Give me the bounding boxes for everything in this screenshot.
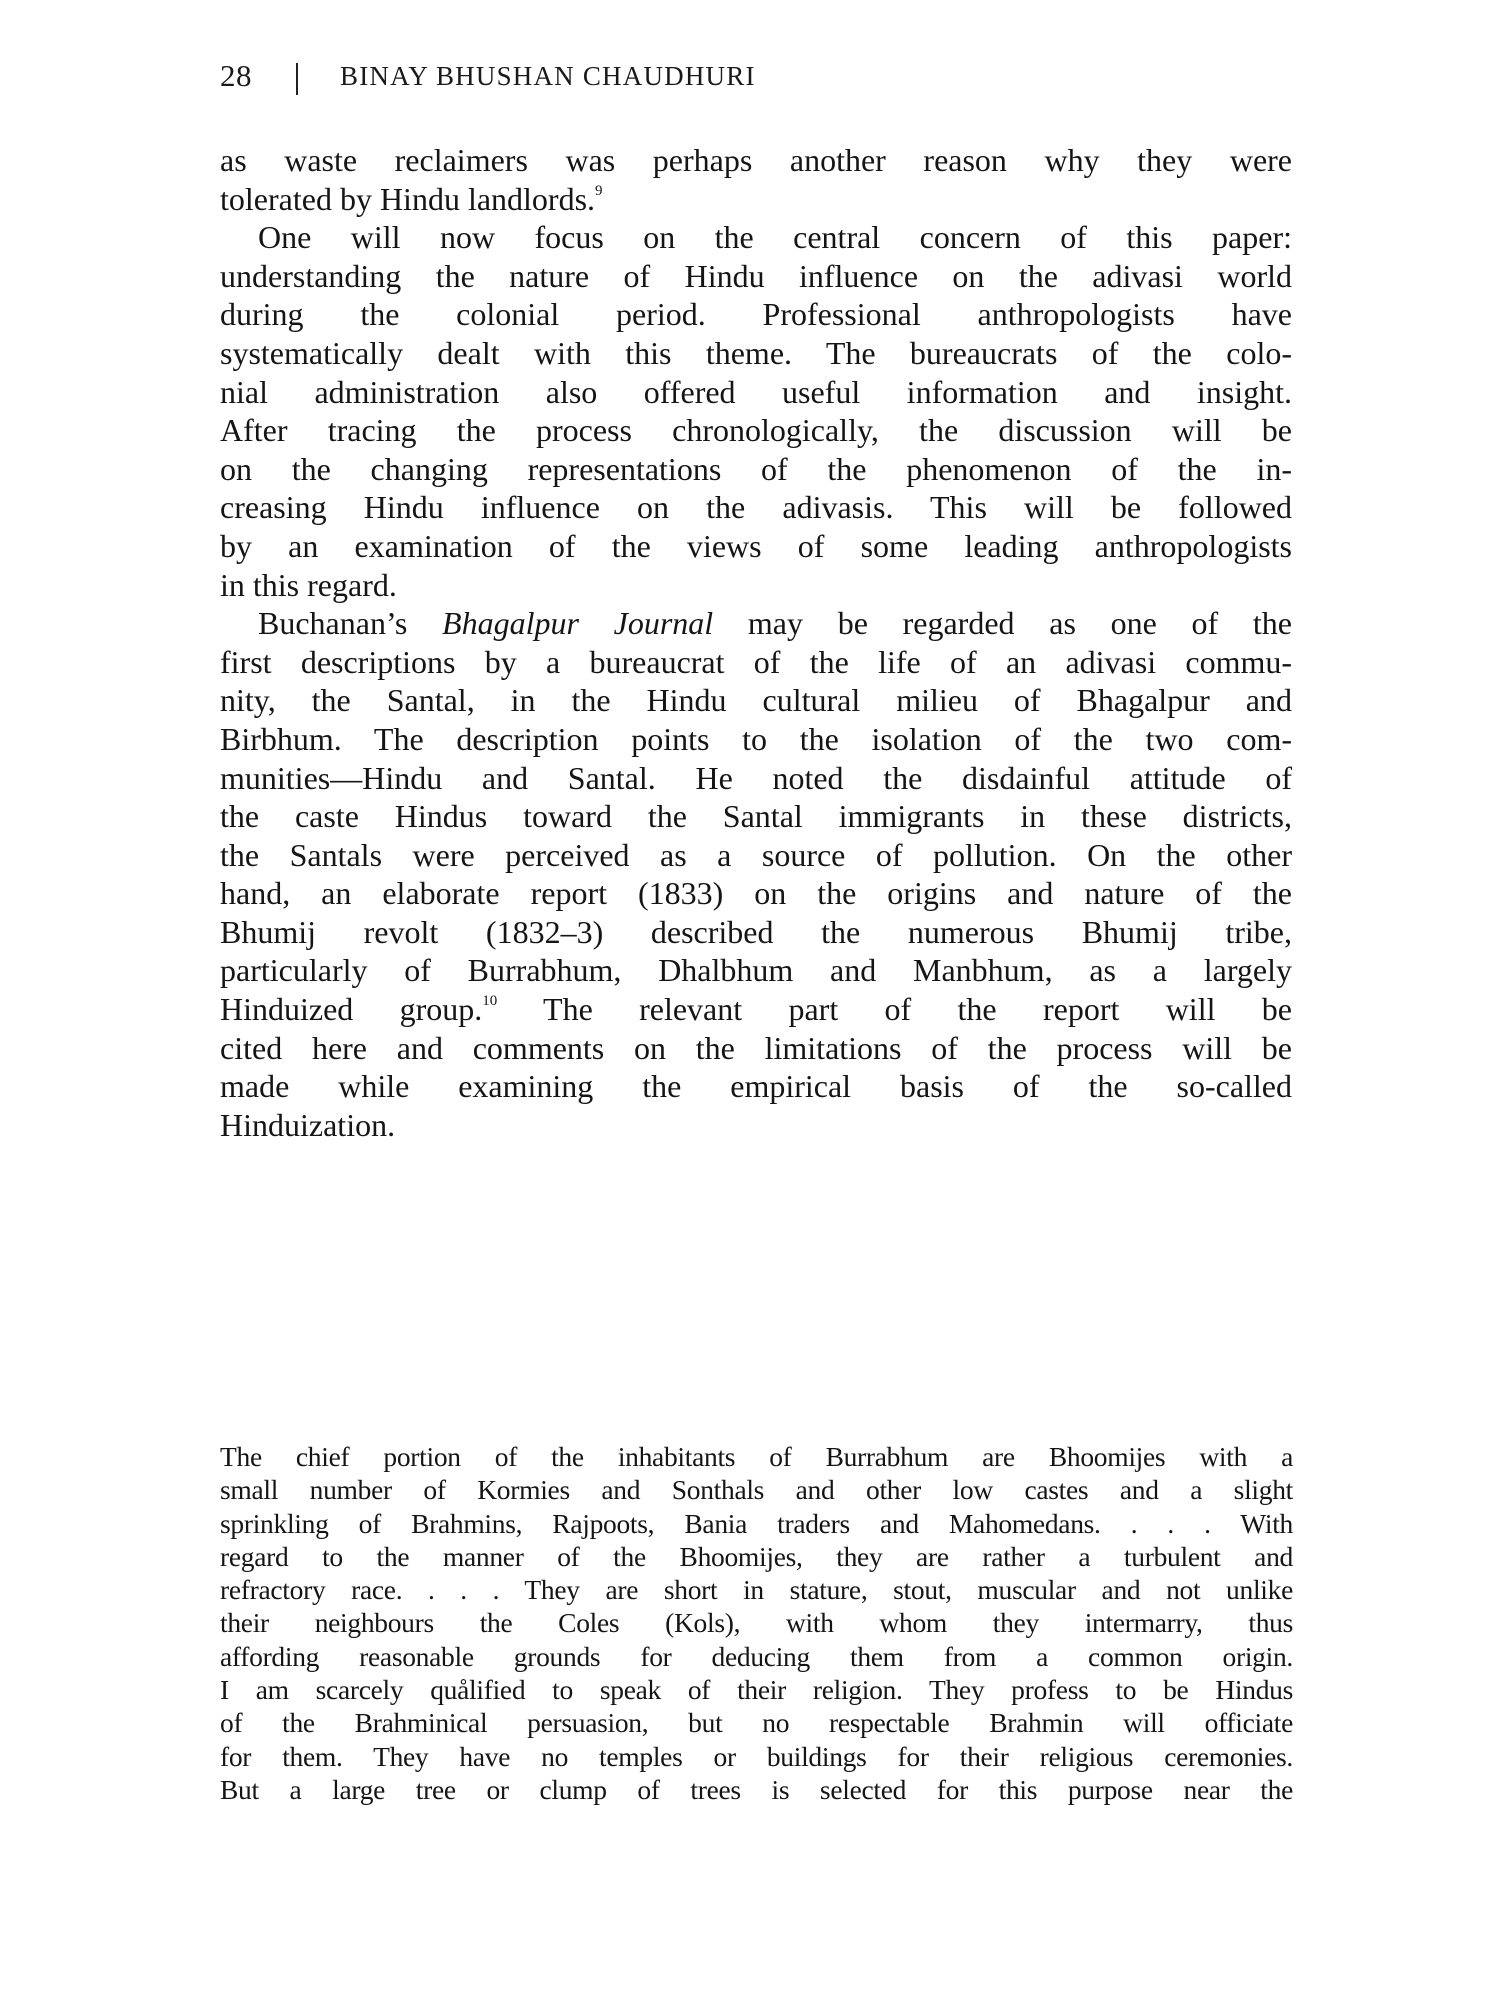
text-line: as waste reclaimers was perhaps another reason why they were bbox=[220, 142, 1292, 178]
text-line: on the changing representations of the phenomenon of the in- bbox=[220, 450, 1292, 487]
text-fragment: may be regarded as one of the bbox=[713, 605, 1293, 642]
quote-line: sprinkling of Brahmins, Rajpoots, Bania traders and Mahomedans. . . . With bbox=[220, 1507, 1293, 1539]
quote-line: The chief portion of the inhabitants of Burrabhum are Bhoomijes with a bbox=[220, 1441, 1293, 1472]
footnote-marker: 9 bbox=[595, 182, 603, 199]
quote-line: refractory race. . . . They are short in stature, stout, muscular and not unlike bbox=[220, 1574, 1293, 1606]
text-line: nity, the Santal, in the Hindu cultural milieu of Bhagalpur and bbox=[220, 682, 1292, 719]
text-line: hand, an elaborate report (1833) on the origins and nature of the bbox=[220, 875, 1292, 912]
text-line: Bhumij revolt (1832–3) described the numerous Bhumij tribe, bbox=[220, 913, 1292, 950]
text-line: by an examination of the views of some leading anthropologists bbox=[220, 527, 1292, 564]
text-line: One will now focus on the central concern of this paper: bbox=[258, 219, 1292, 256]
paragraph-central-concern bbox=[220, 218, 1292, 604]
text-line bbox=[220, 990, 1292, 1029]
quote-line: for them. They have no temples or buildings for their religious ceremonies. bbox=[220, 1740, 1293, 1772]
text-line: first descriptions by a bureaucrat of the life of an adivasi commu- bbox=[220, 643, 1292, 680]
text-line: Hinduization. bbox=[220, 1106, 396, 1143]
page-number: 28 bbox=[220, 58, 252, 93]
text-line: made while examining the empirical basis of the so-called bbox=[220, 1068, 1292, 1105]
running-head bbox=[220, 56, 756, 96]
running-title: BINAY BHUSHAN CHAUDHURI bbox=[340, 60, 756, 91]
quote-line: regard to the manner of the Bhoomijes, they are rather a turbulent and bbox=[220, 1540, 1293, 1572]
text-line: the caste Hindus toward the Santal immigrants in these districts, bbox=[220, 798, 1292, 835]
quote-line: affording reasonable grounds for deducing them from a common origin. bbox=[220, 1640, 1293, 1672]
text-line: in this regard. bbox=[220, 566, 397, 603]
text-fragment: Hinduized group. bbox=[220, 991, 483, 1028]
quote-line: their neighbours the Coles (Kols), with whom they intermarry, thus bbox=[220, 1607, 1293, 1639]
text-line: understanding the nature of Hindu influence on the adivasi world bbox=[220, 257, 1292, 294]
text-line: the Santals were perceived as a source of pollution. On the other bbox=[220, 836, 1292, 873]
text-line: After tracing the process chronologically, the discussion will be bbox=[220, 412, 1292, 449]
quote-line: small number of Kormies and Sonthals and other low castes and a slight bbox=[220, 1474, 1293, 1506]
text-line bbox=[220, 180, 1292, 219]
text-fragment: The relevant part of the report will be bbox=[497, 991, 1293, 1028]
body-text bbox=[220, 141, 1292, 1144]
text-line: particularly of Burrabhum, Dhalbhum and Manbhum, as a largely bbox=[220, 952, 1292, 989]
quote-line: I am scarcely quålified to speak of their religion. They profess to be Hindus bbox=[220, 1674, 1293, 1706]
footnote-marker: 10 bbox=[482, 993, 498, 1010]
text-line: cited here and comments on the limitations of the process will be bbox=[220, 1029, 1292, 1066]
text-line: during the colonial period. Professional anthropologists have bbox=[220, 296, 1292, 333]
quote-line: But a large tree or clump of trees is selected for this purpose near the bbox=[220, 1773, 1293, 1805]
block-quote bbox=[220, 1440, 1293, 1806]
text-line: Birbhum. The description points to the isolation of the two com- bbox=[220, 720, 1292, 757]
text-line: nial administration also offered useful information and insight. bbox=[220, 373, 1292, 410]
text-line: creasing Hindu influence on the adivasis. This will be followed bbox=[220, 489, 1292, 526]
text-fragment: Buchanan’s bbox=[258, 605, 443, 642]
paragraph-buchanan bbox=[220, 604, 1292, 1144]
book-title-italic: Bhagalpur Journal bbox=[442, 605, 714, 642]
quote-line: of the Brahminical persuasion, but no respectable Brahmin will officiate bbox=[220, 1707, 1293, 1739]
text-fragment: tolerated by Hindu landlords. bbox=[220, 180, 596, 217]
text-line: systematically dealt with this theme. The bureaucrats of the colo- bbox=[220, 334, 1292, 371]
header-divider bbox=[296, 63, 298, 95]
text-line: munities—Hindu and Santal. He noted the disdainful attitude of bbox=[220, 759, 1292, 796]
paragraph-continuation bbox=[220, 141, 1292, 218]
text-line bbox=[220, 604, 1292, 643]
